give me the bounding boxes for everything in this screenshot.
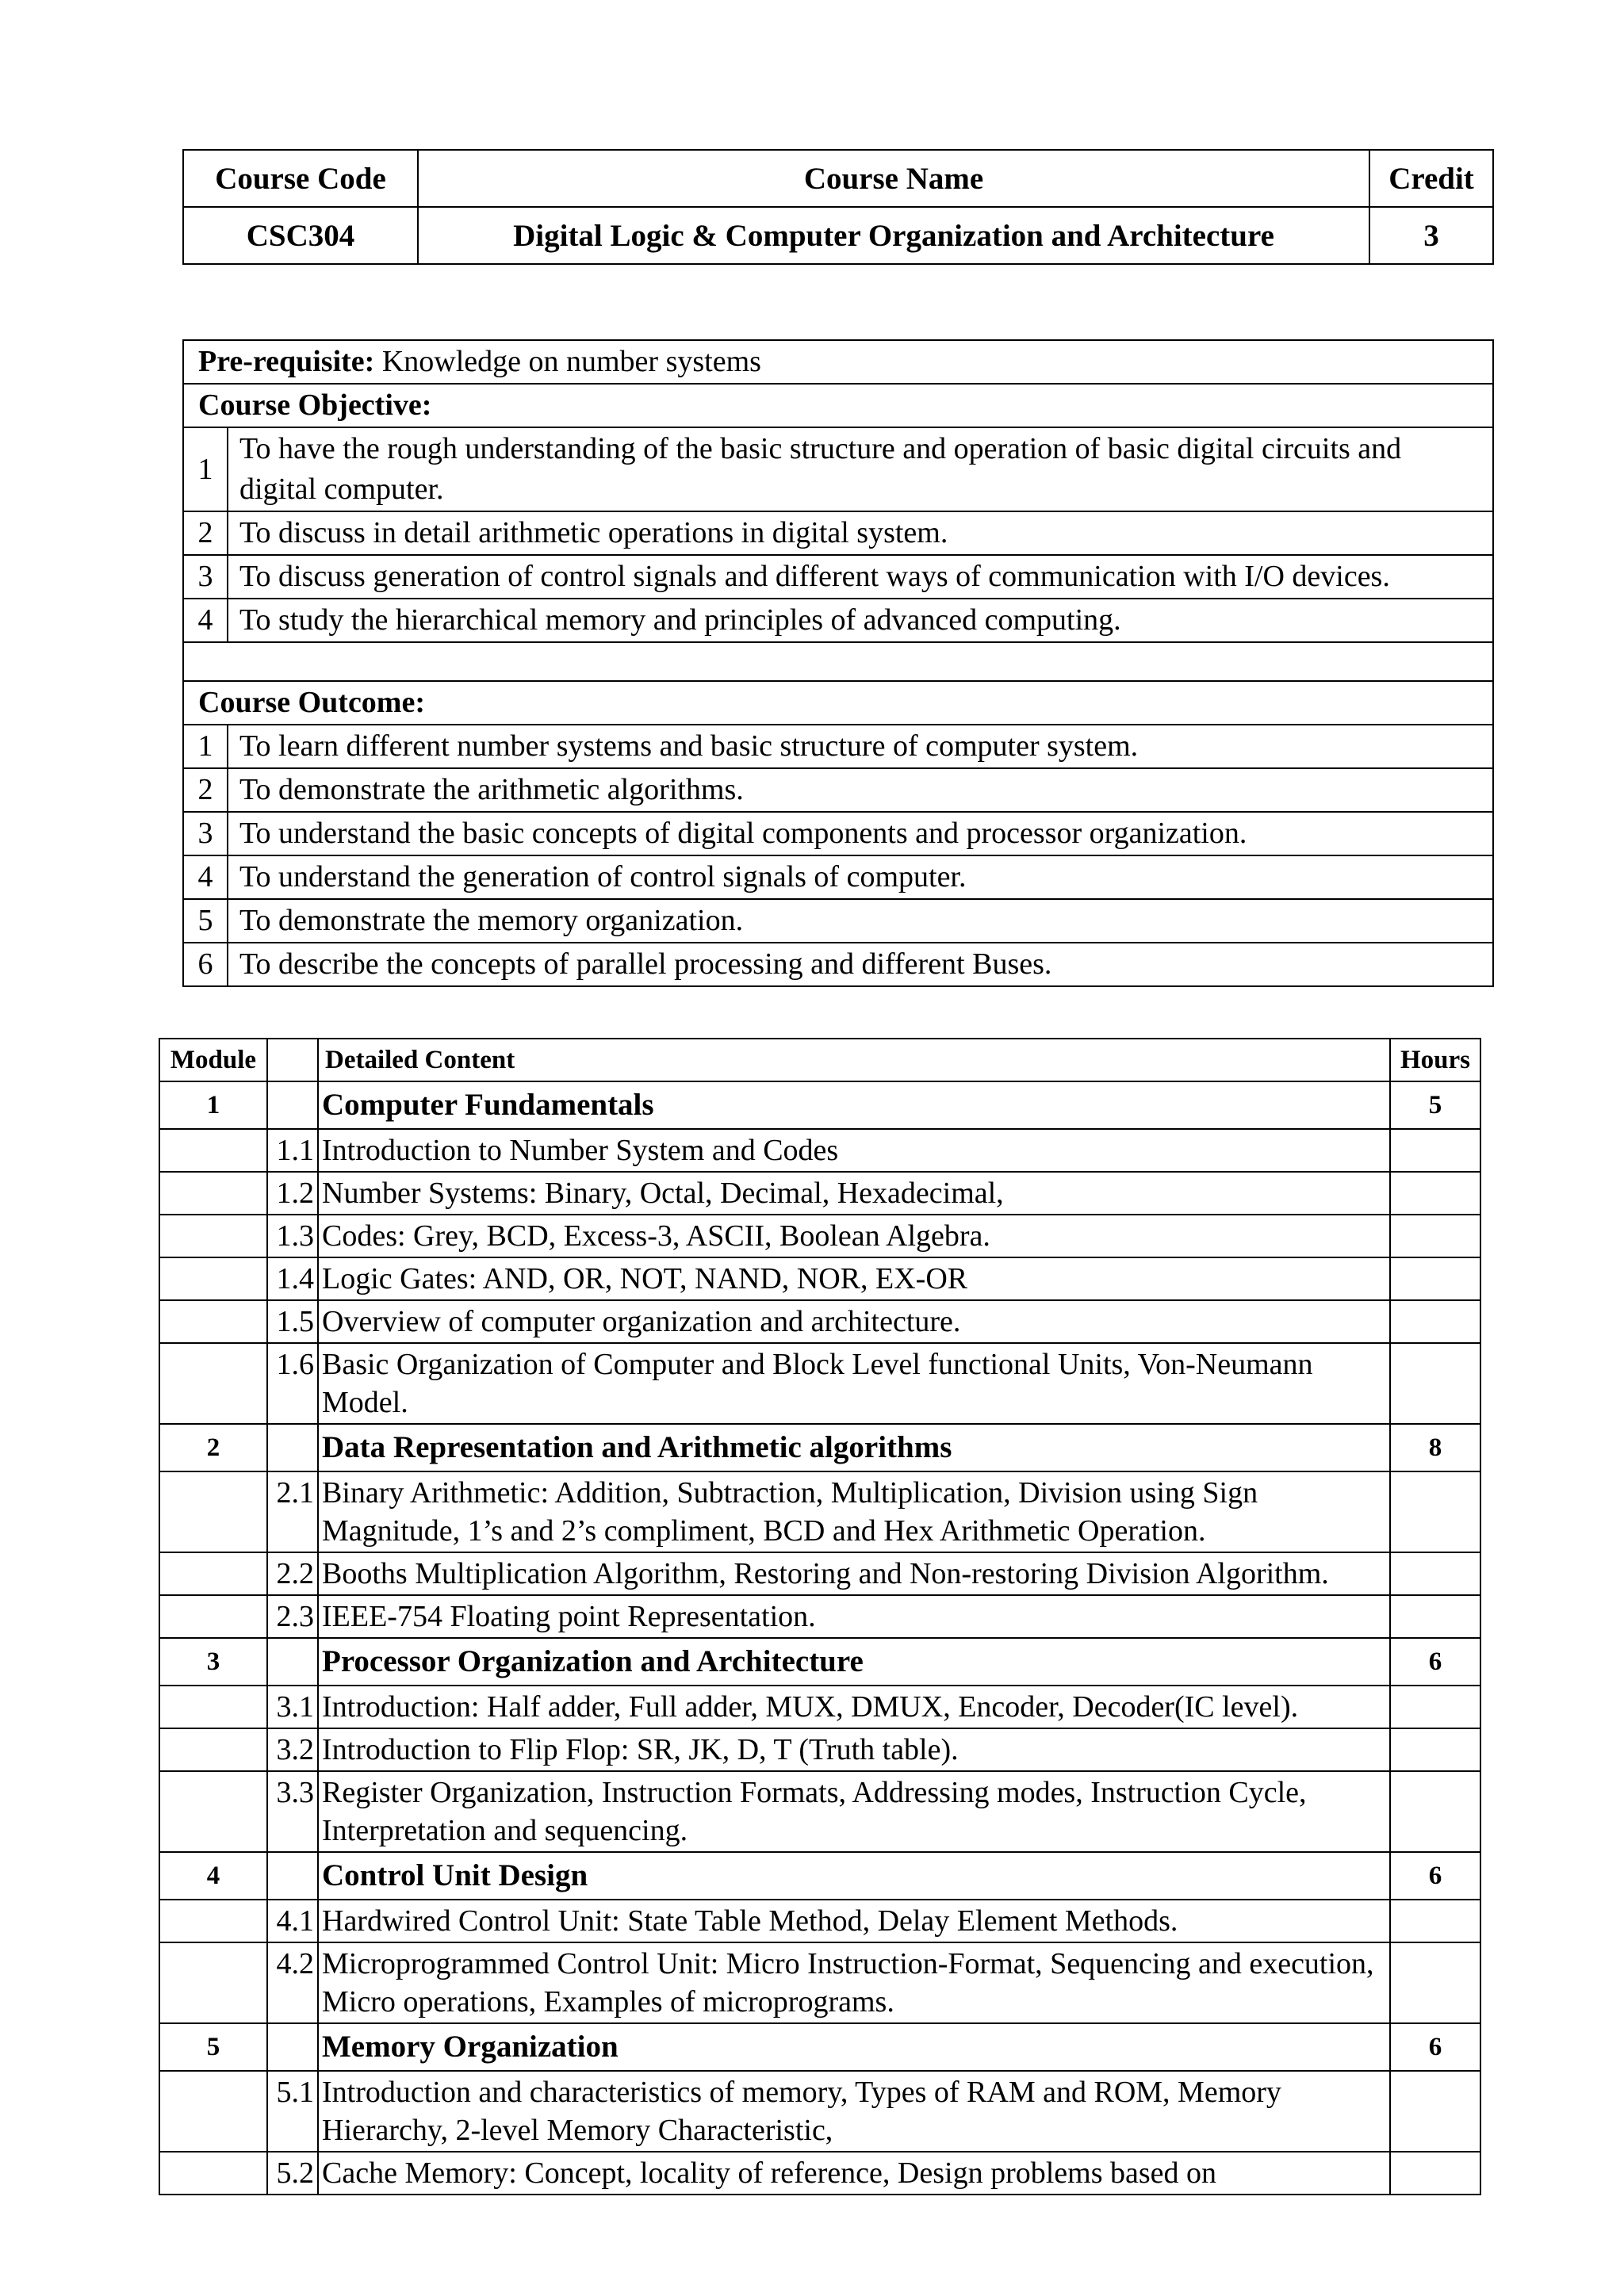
topic-row (159, 1942, 1480, 2023)
course-code-header: Course Code (183, 150, 418, 207)
topic-text: IEEE-754 Floating point Representation. (318, 1595, 1390, 1638)
course-info-table (182, 339, 1494, 987)
module-row (159, 2023, 1480, 2071)
course-credit: 3 (1369, 207, 1493, 264)
objective-row-number: 4 (183, 599, 228, 642)
topic-hours-empty (1390, 1595, 1480, 1638)
module-number: 3 (159, 1638, 267, 1686)
objective-row-text: To study the hierarchical memory and principles of advanced computing. (228, 599, 1493, 642)
topic-number: 4.2 (267, 1942, 318, 2023)
topic-row (159, 2152, 1480, 2195)
topic-row (159, 1552, 1480, 1595)
module-row (159, 1424, 1480, 1471)
topic-row (159, 1471, 1480, 1552)
topic-module-empty (159, 1471, 267, 1552)
topic-text: Introduction to Number System and Codes (318, 1129, 1390, 1172)
topic-module-empty (159, 1595, 267, 1638)
topic-module-empty (159, 2071, 267, 2152)
syllabus-table (159, 1038, 1481, 2195)
topic-hours-empty (1390, 1728, 1480, 1771)
topic-hours-empty (1390, 1215, 1480, 1257)
topic-row (159, 1900, 1480, 1942)
topic-text: Introduction: Half adder, Full adder, MUX, DMUX, Encoder, Decoder(IC level). (318, 1686, 1390, 1728)
objective-row-text: To discuss generation of control signals and different ways of communication with I/O devices. (228, 555, 1493, 599)
topic-row (159, 1686, 1480, 1728)
topic-row (159, 1728, 1480, 1771)
outcome-row-text: To understand the basic concepts of digital components and processor organization. (228, 812, 1493, 855)
topic-number: 5.1 (267, 2071, 318, 2152)
spacer-cell (183, 642, 1493, 681)
topic-number: 1.3 (267, 1215, 318, 1257)
objective-row-text: To discuss in detail arithmetic operations in digital system. (228, 511, 1493, 555)
module-title: Control Unit Design (318, 1852, 1390, 1900)
topic-row (159, 1257, 1480, 1300)
objective-row-text: To have the rough understanding of the basic structure and operation of basic digital circuits and digital computer. (228, 427, 1493, 511)
module-header: Module (159, 1039, 267, 1081)
module-number: 2 (159, 1424, 267, 1471)
module-subnum-empty (267, 1638, 318, 1686)
topic-hours-empty (1390, 1300, 1480, 1343)
topic-module-empty (159, 1300, 267, 1343)
outcome-row-text: To demonstrate the arithmetic algorithms. (228, 768, 1493, 812)
topic-module-empty (159, 1172, 267, 1215)
topic-module-empty (159, 1686, 267, 1728)
objective-row (183, 427, 1493, 511)
topic-row (159, 1343, 1480, 1424)
course-header-row (183, 150, 1493, 207)
outcome-row-text: To learn different number systems and basic structure of computer system. (228, 725, 1493, 768)
subnum-header (267, 1039, 318, 1081)
topic-row (159, 1595, 1480, 1638)
topic-text: Binary Arithmetic: Addition, Subtraction, Multiplication, Division using Sign Magnitude, 1’s and 2’s compliment, BCD and Hex Arithmetic Operation. (318, 1471, 1390, 1552)
outcome-row-number: 2 (183, 768, 228, 812)
topic-text: Introduction to Flip Flop: SR, JK, D, T (Truth table). (318, 1728, 1390, 1771)
topic-row (159, 2071, 1480, 2152)
outcome-row-number: 3 (183, 812, 228, 855)
module-title: Memory Organization (318, 2023, 1390, 2071)
topic-module-empty (159, 1343, 267, 1424)
topic-module-empty (159, 1129, 267, 1172)
topic-module-empty (159, 1728, 267, 1771)
course-value-row (183, 207, 1493, 264)
objective-title-row (183, 384, 1493, 427)
topic-number: 3.3 (267, 1771, 318, 1852)
module-hours: 5 (1390, 1081, 1480, 1129)
module-hours: 8 (1390, 1424, 1480, 1471)
topic-hours-empty (1390, 1343, 1480, 1424)
content-header: Detailed Content (318, 1039, 1390, 1081)
topic-number: 5.2 (267, 2152, 318, 2195)
module-hours: 6 (1390, 2023, 1480, 2071)
course-info-body (183, 340, 1493, 986)
credit-header: Credit (1369, 150, 1493, 207)
module-row (159, 1852, 1480, 1900)
topic-text: Logic Gates: AND, OR, NOT, NAND, NOR, EX-OR (318, 1257, 1390, 1300)
outcome-title: Course Outcome: (183, 681, 1493, 725)
topic-number: 1.5 (267, 1300, 318, 1343)
topic-number: 2.3 (267, 1595, 318, 1638)
module-subnum-empty (267, 1424, 318, 1471)
topic-number: 1.2 (267, 1172, 318, 1215)
topic-module-empty (159, 1771, 267, 1852)
module-number: 5 (159, 2023, 267, 2071)
topic-text: Hardwired Control Unit: State Table Method, Delay Element Methods. (318, 1900, 1390, 1942)
outcome-row-number: 6 (183, 943, 228, 986)
syllabus-header-row (159, 1039, 1480, 1081)
objective-row-number: 2 (183, 511, 228, 555)
prerequisite-label: Pre-requisite: (198, 345, 375, 378)
prerequisite-cell (183, 340, 1493, 384)
prerequisite-row (183, 340, 1493, 384)
topic-module-empty (159, 2152, 267, 2195)
objective-row-number: 3 (183, 555, 228, 599)
topic-row (159, 1172, 1480, 1215)
outcome-row-text: To demonstrate the memory organization. (228, 899, 1493, 943)
topic-hours-empty (1390, 1471, 1480, 1552)
module-title: Computer Fundamentals (318, 1081, 1390, 1129)
course-name: Digital Logic & Computer Organization and Architecture (418, 207, 1369, 264)
outcome-row (183, 725, 1493, 768)
topic-text: Number Systems: Binary, Octal, Decimal, Hexadecimal, (318, 1172, 1390, 1215)
module-number: 4 (159, 1852, 267, 1900)
topic-module-empty (159, 1552, 267, 1595)
outcome-row-number: 5 (183, 899, 228, 943)
syllabus-body (159, 1039, 1480, 2195)
course-name-header: Course Name (418, 150, 1369, 207)
topic-row (159, 1129, 1480, 1172)
topic-module-empty (159, 1942, 267, 2023)
topic-module-empty (159, 1900, 267, 1942)
topic-number: 3.1 (267, 1686, 318, 1728)
topic-text: Introduction and characteristics of memory, Types of RAM and ROM, Memory Hierarchy, 2-level Memory Characteristic, (318, 2071, 1390, 2152)
outcome-title-row (183, 681, 1493, 725)
topic-module-empty (159, 1215, 267, 1257)
topic-number: 2.2 (267, 1552, 318, 1595)
topic-text: Basic Organization of Computer and Block Level functional Units, Von-Neumann Model. (318, 1343, 1390, 1424)
topic-hours-empty (1390, 1129, 1480, 1172)
topic-text: Register Organization, Instruction Formats, Addressing modes, Instruction Cycle, Interpretation and sequencing. (318, 1771, 1390, 1852)
topic-number: 1.6 (267, 1343, 318, 1424)
topic-text: Microprogrammed Control Unit: Micro Instruction-Format, Sequencing and execution, Micro operations, Examples of microprograms. (318, 1942, 1390, 2023)
module-title: Data Representation and Arithmetic algorithms (318, 1424, 1390, 1471)
topic-row (159, 1771, 1480, 1852)
topic-hours-empty (1390, 1942, 1480, 2023)
topic-text: Cache Memory: Concept, locality of reference, Design problems based on (318, 2152, 1390, 2195)
module-subnum-empty (267, 1081, 318, 1129)
objective-row (183, 599, 1493, 642)
topic-number: 3.2 (267, 1728, 318, 1771)
course-code: CSC304 (183, 207, 418, 264)
spacer-row (183, 642, 1493, 681)
topic-hours-empty (1390, 1257, 1480, 1300)
topic-hours-empty (1390, 2152, 1480, 2195)
module-row (159, 1638, 1480, 1686)
topic-text: Codes: Grey, BCD, Excess-3, ASCII, Boolean Algebra. (318, 1215, 1390, 1257)
objective-row (183, 511, 1493, 555)
module-hours: 6 (1390, 1638, 1480, 1686)
outcome-row (183, 899, 1493, 943)
topic-hours-empty (1390, 1686, 1480, 1728)
topic-hours-empty (1390, 1172, 1480, 1215)
topic-hours-empty (1390, 1771, 1480, 1852)
module-hours: 6 (1390, 1852, 1480, 1900)
topic-row (159, 1215, 1480, 1257)
topic-text: Overview of computer organization and architecture. (318, 1300, 1390, 1343)
outcome-row (183, 855, 1493, 899)
topic-row (159, 1300, 1480, 1343)
topic-hours-empty (1390, 1552, 1480, 1595)
module-title: Processor Organization and Architecture (318, 1638, 1390, 1686)
outcome-row-number: 4 (183, 855, 228, 899)
outcome-row (183, 812, 1493, 855)
topic-hours-empty (1390, 1900, 1480, 1942)
module-number: 1 (159, 1081, 267, 1129)
module-subnum-empty (267, 2023, 318, 2071)
module-subnum-empty (267, 1852, 318, 1900)
outcome-row (183, 768, 1493, 812)
topic-number: 1.4 (267, 1257, 318, 1300)
module-row (159, 1081, 1480, 1129)
objective-title: Course Objective: (183, 384, 1493, 427)
objective-row-number: 1 (183, 427, 228, 511)
topic-module-empty (159, 1257, 267, 1300)
topic-number: 1.1 (267, 1129, 318, 1172)
objective-row (183, 555, 1493, 599)
topic-text: Booths Multiplication Algorithm, Restoring and Non-restoring Division Algorithm. (318, 1552, 1390, 1595)
prerequisite-text: Knowledge on number systems (374, 345, 761, 378)
hours-header: Hours (1390, 1039, 1480, 1081)
outcome-row-number: 1 (183, 725, 228, 768)
outcome-row-text: To understand the generation of control signals of computer. (228, 855, 1493, 899)
outcome-row-text: To describe the concepts of parallel processing and different Buses. (228, 943, 1493, 986)
topic-number: 2.1 (267, 1471, 318, 1552)
outcome-row (183, 943, 1493, 986)
topic-number: 4.1 (267, 1900, 318, 1942)
course-header-table (182, 149, 1494, 265)
topic-hours-empty (1390, 2071, 1480, 2152)
